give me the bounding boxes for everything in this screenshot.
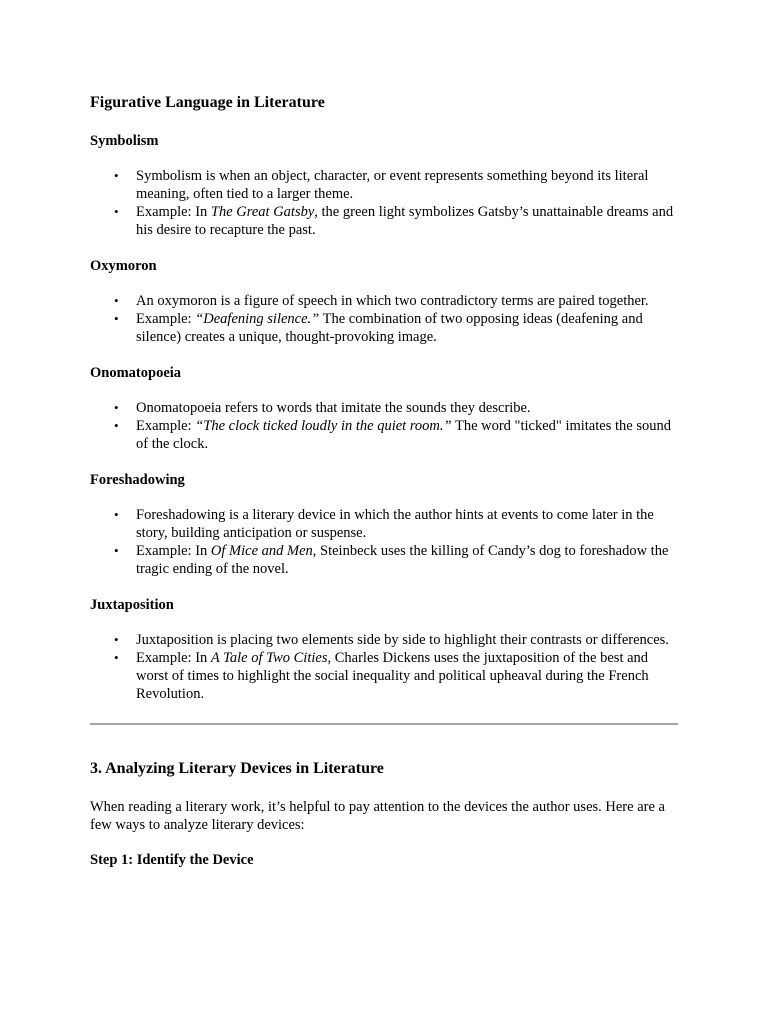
analysis-heading: 3. Analyzing Literary Devices in Literature	[90, 760, 384, 777]
heading-symbolism: Symbolism	[90, 133, 159, 149]
list-item: • Example: In A Tale of Two Cities, Charles Dickens uses the juxtaposition of the best and worst of times to highlight the social inequality and political upheaval during the French Revolution.	[136, 649, 678, 703]
list-item: • Juxtaposition is placing two elements side by side to highlight their contrasts or differences.	[136, 631, 678, 649]
heading-foreshadowing: Foreshadowing	[90, 472, 185, 488]
heading-juxtaposition: Juxtaposition	[90, 597, 174, 613]
foreshadowing-list	[90, 506, 678, 578]
book-title: A Tale of Two Cities	[210, 650, 328, 666]
list-item: • Example: In Of Mice and Men, Steinbeck uses the killing of Candy’s dog to foreshadow the tragic ending of the novel.	[136, 542, 678, 578]
symbolism-list	[90, 167, 678, 239]
analysis-intro: When reading a literary work, it’s helpful to pay attention to the devices the author uses. Here are a few ways to analyze literary devices:	[90, 799, 665, 833]
book-title: The Great Gatsby	[210, 204, 315, 220]
juxtaposition-list	[90, 631, 678, 703]
step-1-heading: Step 1: Identify the Device	[90, 852, 254, 868]
list-item: • Example: “Deafening silence.” The combination of two opposing ideas (deafening and silence) creates a unique, thought-provoking image.	[136, 310, 678, 346]
list-item: • Example: In The Great Gatsby, the green light symbolizes Gatsby’s unattainable dreams and his desire to recapture the past.	[136, 203, 678, 239]
list-item: • Foreshadowing is a literary device in which the author hints at events to come later in the story, building anticipation or suspense.	[136, 506, 678, 542]
list-item: • Symbolism is when an object, character, or event represents something beyond its literal meaning, often tied to a larger theme.	[136, 167, 678, 203]
list-item: • An oxymoron is a figure of speech in which two contradictory terms are paired together.	[136, 292, 678, 310]
list-item: • Example: “The clock ticked loudly in the quiet room.” The word "ticked" imitates the sound of the clock.	[136, 417, 678, 453]
example-quote: “The clock ticked loudly in the quiet room.”	[195, 418, 452, 434]
section-divider	[90, 723, 678, 725]
book-title: Of Mice and Men	[210, 543, 313, 559]
oxymoron-list	[90, 292, 678, 346]
example-quote: “Deafening silence.”	[195, 311, 320, 327]
onomatopoeia-list	[90, 399, 678, 453]
page-title: Figurative Language in Literature	[90, 94, 325, 111]
heading-oxymoron: Oxymoron	[90, 258, 157, 274]
list-item: • Onomatopoeia refers to words that imitate the sounds they describe.	[136, 399, 678, 417]
heading-onomatopoeia: Onomatopoeia	[90, 365, 182, 381]
